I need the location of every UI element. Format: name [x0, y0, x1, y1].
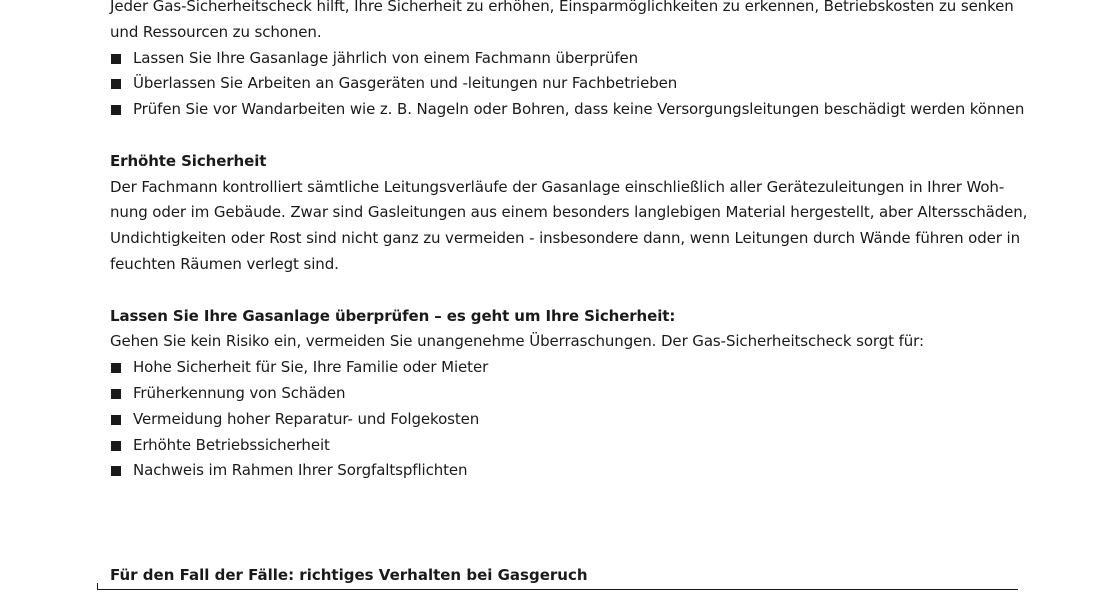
- paragraph-gap: [110, 278, 1050, 304]
- square-bullet-icon: [111, 79, 121, 89]
- square-bullet-icon: [111, 105, 121, 115]
- intro-bullet-list: [110, 46, 1050, 123]
- section-divider: [97, 589, 1018, 590]
- gas-smell-section-heading: Für den Fall der Fälle: richtiges Verhalten bei Gasgeruch: [110, 566, 588, 584]
- section-divider-tick: [97, 583, 98, 590]
- safety-line: Der Fachmann kontrolliert sämtliche Leitungsverläufe der Gasanlage einschließlich aller Gerätezuleitungen in Ihrer Woh-: [110, 177, 1005, 196]
- intro-paragraph: [110, 0, 1050, 46]
- check-heading: Lassen Sie Ihre Gasanlage überprüfen – es geht um Ihre Sicherheit:: [110, 306, 676, 325]
- safety-heading: Erhöhte Sicherheit: [110, 151, 267, 170]
- list-item: [110, 97, 1050, 123]
- safety-line: Undichtigkeiten oder Rost sind nicht ganz zu vermeiden - insbesondere dann, wenn Leitungen durch Wände führen oder in: [110, 229, 1020, 248]
- safety-line: feuchten Räumen verlegt sind.: [110, 254, 339, 273]
- intro-line: Jeder Gas-Sicherheitscheck hilft, Ihre Sicherheit zu erhöhen, Einsparmöglichkeiten zu erkennen, Betriebskosten zu senken: [110, 0, 1014, 15]
- list-item-text: Prüfen Sie vor Wandarbeiten wie z. B. Nageln oder Bohren, dass keine Versorgungsleitungen beschädigt werden können: [133, 100, 1025, 119]
- document-body: [110, 0, 1050, 484]
- paragraph-gap: [110, 123, 1050, 149]
- list-item: [110, 355, 1050, 381]
- list-item: [110, 71, 1050, 97]
- list-item-text: Hohe Sicherheit für Sie, Ihre Familie oder Mieter: [133, 358, 489, 377]
- list-item: [110, 458, 1050, 484]
- safety-section: [110, 149, 1050, 278]
- list-item-text: Überlassen Sie Arbeiten an Gasgeräten und -leitungen nur Fachbetrieben: [133, 74, 678, 93]
- list-item-text: Erhöhte Betriebssicherheit: [133, 435, 330, 454]
- list-item: [110, 381, 1050, 407]
- square-bullet-icon: [111, 389, 121, 399]
- list-item-text: Nachweis im Rahmen Ihrer Sorgfaltspflichten: [133, 461, 468, 480]
- check-intro: Gehen Sie kein Risiko ein, vermeiden Sie unangenehme Überraschungen. Der Gas-Sicherheitscheck sorgt für:: [110, 332, 924, 351]
- check-section: [110, 304, 1050, 485]
- list-item: [110, 46, 1050, 72]
- list-item-text: Lassen Sie Ihre Gasanlage jährlich von einem Fachmann überprüfen: [133, 48, 639, 67]
- safety-line: nung oder im Gebäude. Zwar sind Gasleitungen aus einem besonders langlebigen Material hergestellt, aber Altersschäden,: [110, 203, 1028, 222]
- intro-line: und Ressourcen zu schonen.: [110, 22, 322, 41]
- list-item: [110, 433, 1050, 459]
- square-bullet-icon: [111, 441, 121, 451]
- square-bullet-icon: [111, 54, 121, 64]
- square-bullet-icon: [111, 466, 121, 476]
- list-item-text: Früherkennung von Schäden: [133, 383, 346, 402]
- square-bullet-icon: [111, 415, 121, 425]
- square-bullet-icon: [111, 363, 121, 373]
- list-item-text: Vermeidung hoher Reparatur- und Folgekosten: [133, 409, 480, 428]
- list-item: [110, 407, 1050, 433]
